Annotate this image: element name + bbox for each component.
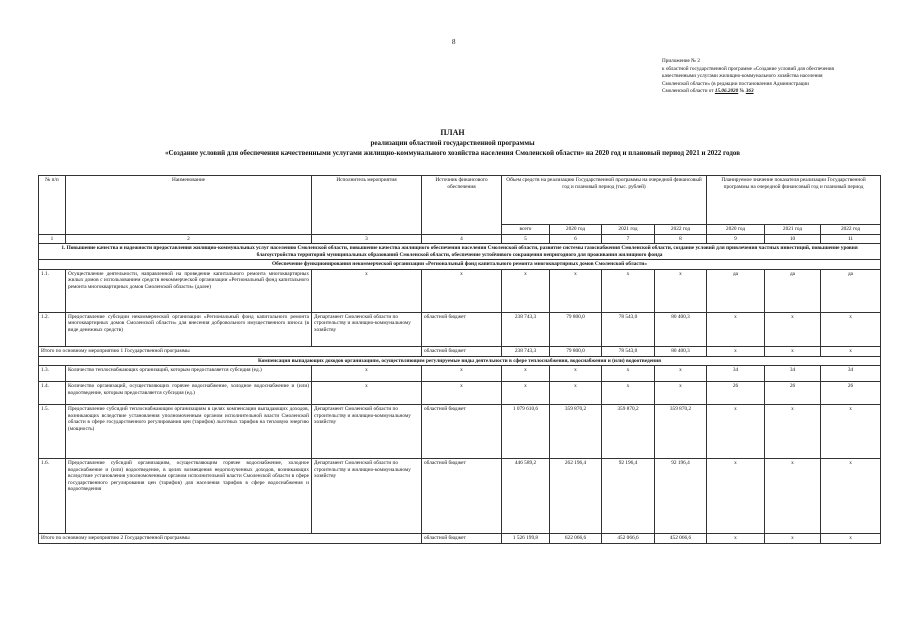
- title-plan: ПЛАН: [440, 128, 465, 137]
- appendix-number: 363: [745, 88, 754, 95]
- table-row: [39, 382, 881, 405]
- row-2022: х: [655, 269, 707, 312]
- row-total: х: [502, 366, 550, 382]
- row-num: 1.1.: [39, 269, 66, 312]
- header-source: Источник финансового обеспечения: [422, 176, 502, 235]
- row-name: Предоставление субсидий организациям, осуществляющим горячее водоснабжение, холодное водоснабжение и (или) водоотведение, в целях возмещения недополученных доходов, возникающих вследствие установления уполномоченным органом исполнительной власти Смоленской области в сфере государственного регулирования цен (тарифов) для населения тарифов в сфере водоснабжения и водоотведения: [66, 459, 312, 534]
- header-ind-2022: 2022 год: [821, 225, 881, 235]
- row-source: областной бюджет: [422, 459, 502, 534]
- row-total: х: [502, 382, 550, 405]
- appendix-line: Смоленской области» (в редакции постановления Администрации: [662, 80, 809, 87]
- appendix-line: к областной государственной программе «Создание условий для обеспечения: [662, 65, 834, 72]
- appendix-date: 15.06.2020: [714, 88, 739, 95]
- row-num: 1.4.: [39, 382, 66, 405]
- row-total: 446 589,2: [502, 459, 550, 534]
- header-executor: Исполнитель мероприятия: [312, 176, 422, 235]
- header-ind-2021: 2021 год: [765, 225, 821, 235]
- row-2020: 79 800,0: [550, 312, 602, 346]
- total-2021: 78 543,0: [602, 346, 655, 356]
- total-label: Итого по основному мероприятию 1 Государственной программы: [39, 346, 422, 356]
- row-ind-2022: да: [821, 269, 881, 312]
- row-name: Количество теплоснабжающих организаций, которым предоставляется субсидия (ед.): [66, 366, 312, 382]
- col-number: 10: [765, 234, 821, 244]
- row-ind-2020: х: [707, 312, 765, 346]
- header-num: № п/п: [39, 176, 66, 235]
- total-source: областной бюджет: [422, 534, 502, 544]
- appendix-note: [662, 58, 882, 96]
- table-row: [39, 269, 881, 312]
- header-ind-2020: 2020 год: [707, 225, 765, 235]
- total-label: Итого по основному мероприятию 2 Государственной программы: [39, 534, 422, 544]
- title-subtitle: реализации областной государственной программы: [370, 139, 535, 147]
- row-executor: Департамент Смоленской области по строительству и жилищно-коммунальному хозяйству: [312, 312, 422, 346]
- header-name: Наименование: [66, 176, 312, 235]
- appendix-line: Приложение № 2: [662, 58, 700, 64]
- subsection-2-title: Компенсация выпадающих доходов организациям, осуществляющим регулируемые виды деятельности в сфере теплоснабжения, водоснабжения и (или) водоотведения: [39, 356, 881, 366]
- row-num: 1.3.: [39, 366, 66, 382]
- row-ind-2021: 34: [765, 366, 821, 382]
- row-2021: х: [602, 269, 655, 312]
- col-number: 8: [655, 234, 707, 244]
- col-number: 2: [66, 234, 312, 244]
- row-ind-2021: 26: [765, 382, 821, 405]
- total-sum: 238 743,3: [502, 346, 550, 356]
- appendix-line: качественными услугами жилищно-коммунального хозяйства населения: [662, 73, 823, 80]
- total-ind-2022: х: [821, 534, 881, 544]
- row-ind-2021: да: [765, 269, 821, 312]
- row-name: Осуществление деятельности, направленной на проведение капитального ремонта многоквартирных жилых домов с использованием средств некоммерческой организации «Региональный фонд капитального ремонта многоквартирных домов Смоленской области» (далее): [66, 269, 312, 312]
- subsection-row: [39, 260, 881, 270]
- table-row: [39, 459, 881, 534]
- table-row: [39, 366, 881, 382]
- row-name: Предоставление субсидий теплоснабжающим организациям в целях компенсации выпадающих доходов, возникающих вследствие установления уполномоченным органом исполнительной власти Смоленской области в сфере государственного регулирования цен (тарифов) льготных тарифов на тепловую энергию (мощность): [66, 405, 312, 459]
- title-program-name: «Создание условий для обеспечения качественными услугами жилищно-коммунального хозяйства населения Смоленской области» на 2020 год и плановый период 2021 и 2022 годов: [164, 149, 740, 157]
- row-2020: 262 196,4: [550, 459, 602, 534]
- row-ind-2020: х: [707, 405, 765, 459]
- total-2022: 80 400,3: [655, 346, 707, 356]
- total-2022: 452 066,6: [655, 534, 707, 544]
- row-ind-2021: х: [765, 459, 821, 534]
- total-ind-2021: х: [765, 534, 821, 544]
- appendix-line: [662, 88, 882, 96]
- row-executor: х: [312, 269, 422, 312]
- row-2022: 359 870,2: [655, 405, 707, 459]
- row-total: 238 743,3: [502, 312, 550, 346]
- row-2020: х: [550, 269, 602, 312]
- col-number: 11: [821, 234, 881, 244]
- section-1-title: 1. Повышение качества и надежности предоставления жилищно-коммунальных услуг населению Смоленской области, повышение качества жилищного обеспечения населения Смоленской области, развитие системы газоснабжения Смоленской области, создание условий для привлечения частных инвестиций, повышение уровня благоустройства территорий муниципальных образований Смоленской области, обеспечение устойчивого сокращения непригодного для проживания жилищного фонда: [39, 244, 881, 260]
- header-2022: 2022 год: [655, 225, 707, 235]
- subsection-1-title: Обеспечение функционирования некоммерческой организации «Региональный фонд капитального ремонта многоквартирных домов Смоленской области»: [39, 260, 881, 270]
- row-ind-2020: х: [707, 459, 765, 534]
- header-funds: Объем средств на реализацию Государственной программы на очередной финансовый год и плановый период (тыс. рублей): [502, 176, 707, 225]
- total-2020: 622 066,6: [550, 534, 602, 544]
- row-ind-2022: х: [821, 312, 881, 346]
- table-row: [39, 312, 881, 346]
- header-total: всего: [502, 225, 550, 235]
- col-number: 6: [550, 234, 602, 244]
- page-number: 8: [452, 38, 456, 46]
- header-indicator: Планируемое значение показателя реализации Государственной программы на очередной финансовый год и плановый период: [707, 176, 881, 225]
- subsection-row: [39, 356, 881, 366]
- col-number: 3: [312, 234, 422, 244]
- row-2021: 78 543,0: [602, 312, 655, 346]
- column-numbers-row: [39, 234, 881, 244]
- header-2020: 2020 год: [550, 225, 602, 235]
- section-row: [39, 244, 881, 260]
- row-ind-2022: х: [821, 405, 881, 459]
- row-source: х: [422, 366, 502, 382]
- row-2022: 80 400,3: [655, 312, 707, 346]
- row-2021: 92 196,4: [602, 459, 655, 534]
- row-ind-2020: да: [707, 269, 765, 312]
- row-ind-2022: х: [821, 459, 881, 534]
- plan-table: [38, 175, 881, 544]
- row-num: 1.2.: [39, 312, 66, 346]
- row-2022: х: [655, 382, 707, 405]
- row-2021: х: [602, 366, 655, 382]
- row-2022: 92 196,4: [655, 459, 707, 534]
- row-2022: х: [655, 366, 707, 382]
- row-executor: х: [312, 366, 422, 382]
- row-ind-2021: х: [765, 312, 821, 346]
- row-total: х: [502, 269, 550, 312]
- row-name: Количество организаций, осуществляющих горячее водоснабжение, холодное водоснабжение и (или) водоотведение, которым предоставляется субсидия (ед.): [66, 382, 312, 405]
- header-2021: 2021 год: [602, 225, 655, 235]
- appendix-date-prefix: Смоленской области от: [662, 88, 714, 95]
- total-2020: 79 800,0: [550, 346, 602, 356]
- row-ind-2022: 26: [821, 382, 881, 405]
- col-number: 1: [39, 234, 66, 244]
- row-source: областной бюджет: [422, 405, 502, 459]
- row-num: 1.6.: [39, 459, 66, 534]
- row-source: х: [422, 269, 502, 312]
- row-2020: х: [550, 382, 602, 405]
- col-number: 9: [707, 234, 765, 244]
- total-ind-2022: х: [821, 346, 881, 356]
- row-2021: х: [602, 382, 655, 405]
- total-ind-2020: х: [707, 534, 765, 544]
- row-source: х: [422, 382, 502, 405]
- document-title: [0, 127, 905, 158]
- row-executor: Департамент Смоленской области по строительству и жилищно-коммунальному хозяйству: [312, 405, 422, 459]
- row-executor: Департамент Смоленской области по строительству и жилищно-коммунальному хозяйству: [312, 459, 422, 534]
- row-ind-2020: 26: [707, 382, 765, 405]
- row-executor: х: [312, 382, 422, 405]
- row-ind-2021: х: [765, 405, 821, 459]
- row-2020: 359 870,2: [550, 405, 602, 459]
- header-row: [39, 176, 881, 225]
- total-2021: 452 066,6: [602, 534, 655, 544]
- row-name: Предоставление субсидии некоммерческой организации «Региональный фонд капитального ремонта многоквартирных домов Смоленской области» для внесения добровольного имущественного взноса (в виде денежных средств): [66, 312, 312, 346]
- total-ind-2021: х: [765, 346, 821, 356]
- col-number: 7: [602, 234, 655, 244]
- row-2020: х: [550, 366, 602, 382]
- row-source: областной бюджет: [422, 312, 502, 346]
- total-ind-2020: х: [707, 346, 765, 356]
- row-total: 1 079 610,6: [502, 405, 550, 459]
- total-source: областной бюджет: [422, 346, 502, 356]
- row-num: 1.5.: [39, 405, 66, 459]
- appendix-number-sign: №: [739, 88, 745, 95]
- row-2021: 359 870,2: [602, 405, 655, 459]
- total-sum: 1 526 199,8: [502, 534, 550, 544]
- col-number: 5: [502, 234, 550, 244]
- row-ind-2022: 34: [821, 366, 881, 382]
- table-row: [39, 405, 881, 459]
- col-number: 4: [422, 234, 502, 244]
- total-row: [39, 346, 881, 356]
- total-row: [39, 534, 881, 544]
- row-ind-2020: 34: [707, 366, 765, 382]
